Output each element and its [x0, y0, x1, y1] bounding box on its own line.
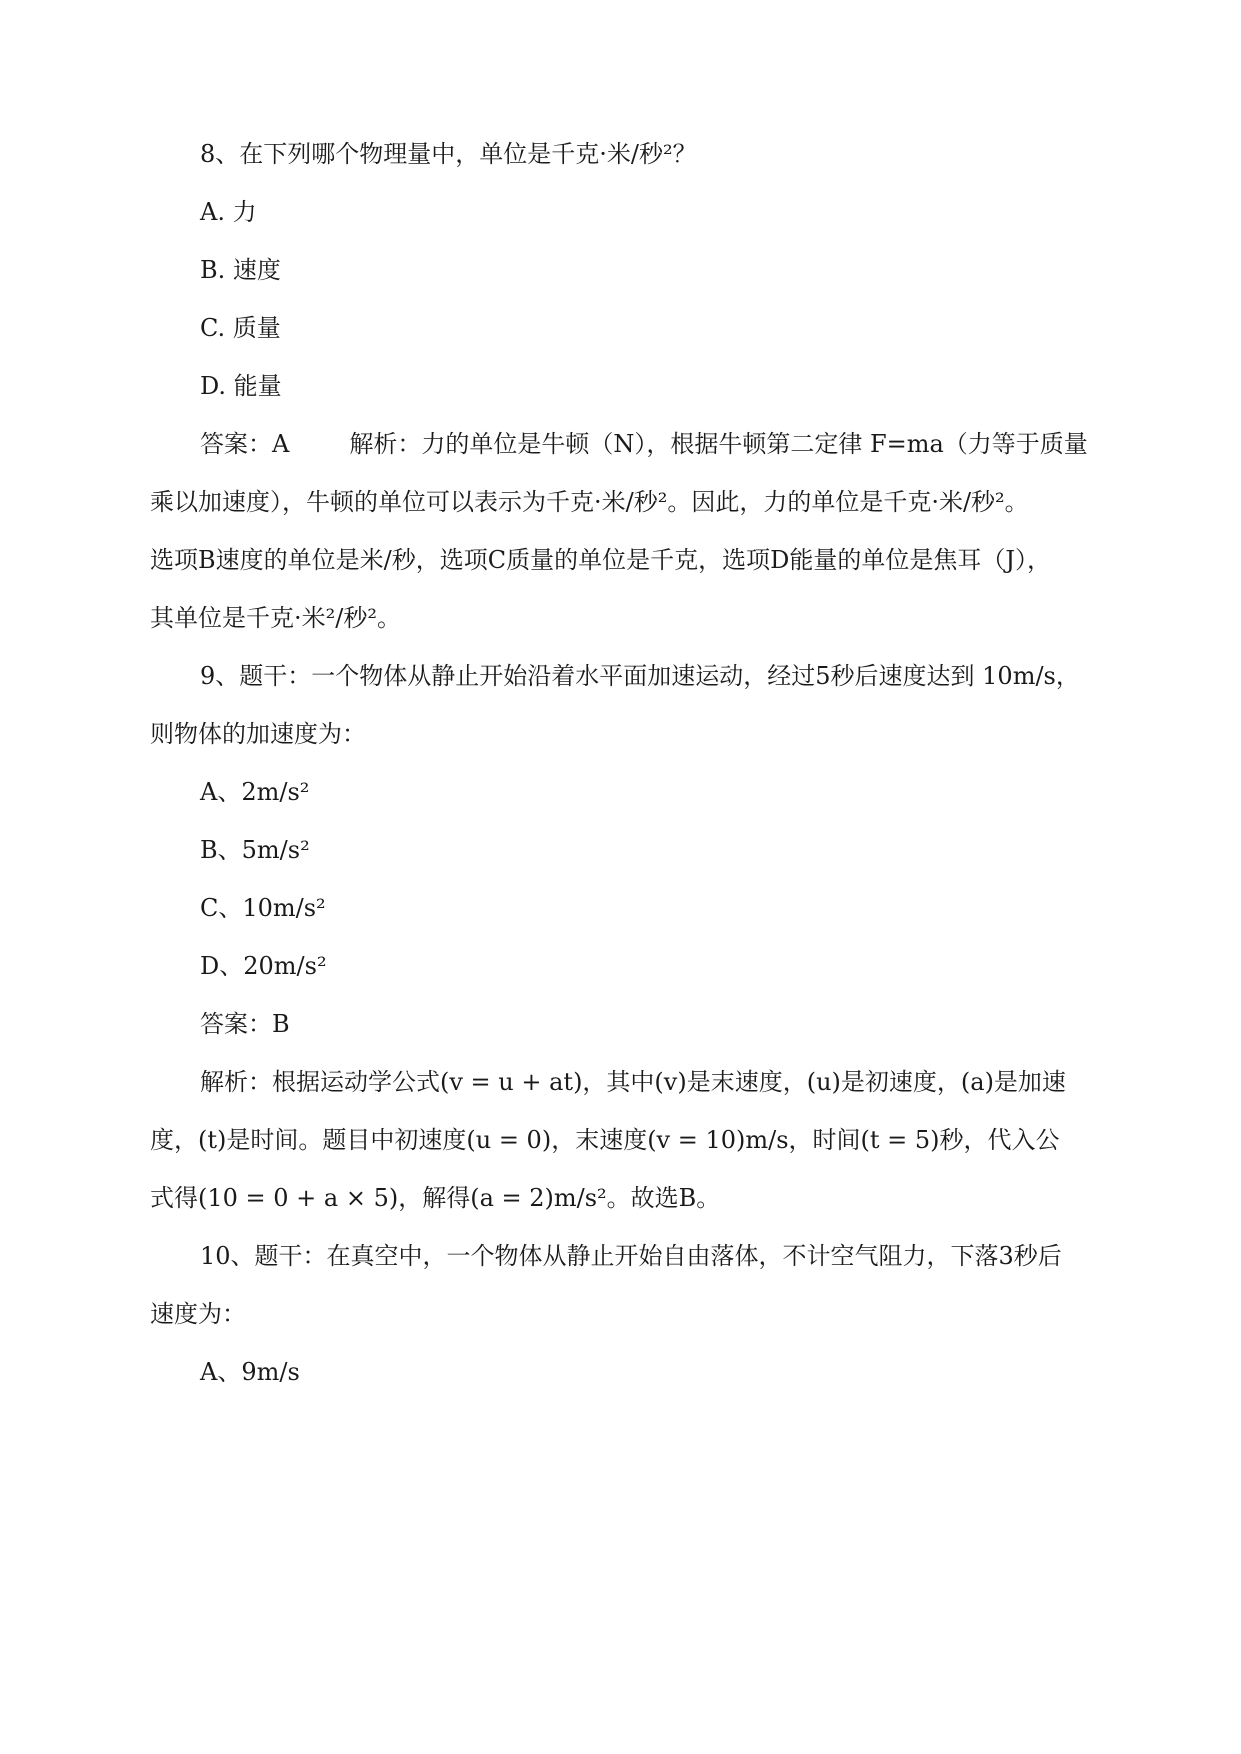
- question-8-analysis-line-2: 乘以加速度），牛顿的单位可以表示为千克·米/秒²。因此，力的单位是千克·米/秒²。: [150, 488, 1029, 516]
- question-9-stem-line-1: 9、题干：一个物体从静止开始沿着水平面加速运动，经过5秒后速度达到 10m/s，: [200, 662, 1080, 690]
- question-8-option-d: D. 能量: [200, 372, 282, 400]
- question-10-stem-line-2: 速度为：: [150, 1300, 246, 1328]
- question-10-option-a: A、9m/s: [200, 1358, 300, 1386]
- question-9-option-a: A、2m/s²: [200, 778, 310, 806]
- question-8-analysis-line-1: 解析：力的单位是牛顿（N），根据牛顿第二定律 F=ma（力等于质量: [349, 430, 1088, 458]
- question-8-option-b: B. 速度: [200, 256, 281, 284]
- question-9-answer: 答案：B: [200, 1010, 290, 1038]
- question-9-analysis-line-1: 解析：根据运动学公式(v = u + at)，其中(v)是末速度，(u)是初速度，(a)是加速: [200, 1068, 1066, 1096]
- question-9-option-b: B、5m/s²: [200, 836, 310, 864]
- question-9-analysis-line-2: 度，(t)是时间。题目中初速度(u = 0)，末速度(v = 10)m/s，时间(t = 5)秒，代入公: [150, 1126, 1060, 1154]
- question-9-option-d: D、20m/s²: [200, 952, 327, 980]
- question-8-answer: 答案：A: [200, 430, 290, 458]
- question-9-stem-line-2: 则物体的加速度为：: [150, 720, 366, 748]
- question-8-option-c: C. 质量: [200, 314, 281, 342]
- question-9-option-c: C、10m/s²: [200, 894, 326, 922]
- question-8-option-a: A. 力: [200, 198, 257, 226]
- question-8-answer-row: [200, 428, 1088, 460]
- question-8-analysis-line-4: 其单位是千克·米²/秒²。: [150, 604, 401, 632]
- question-8-stem: 8、在下列哪个物理量中，单位是千克·米/秒²？: [200, 140, 697, 168]
- question-8-analysis-line-3: 选项B速度的单位是米/秒，选项C质量的单位是千克，选项D能量的单位是焦耳（J），: [150, 546, 1051, 574]
- question-10-stem-line-1: 10、题干：在真空中，一个物体从静止开始自由落体，不计空气阻力，下落3秒后: [200, 1242, 1062, 1270]
- question-9-analysis-line-3: 式得(10 = 0 + a × 5)，解得(a = 2)m/s²。故选B。: [150, 1184, 721, 1212]
